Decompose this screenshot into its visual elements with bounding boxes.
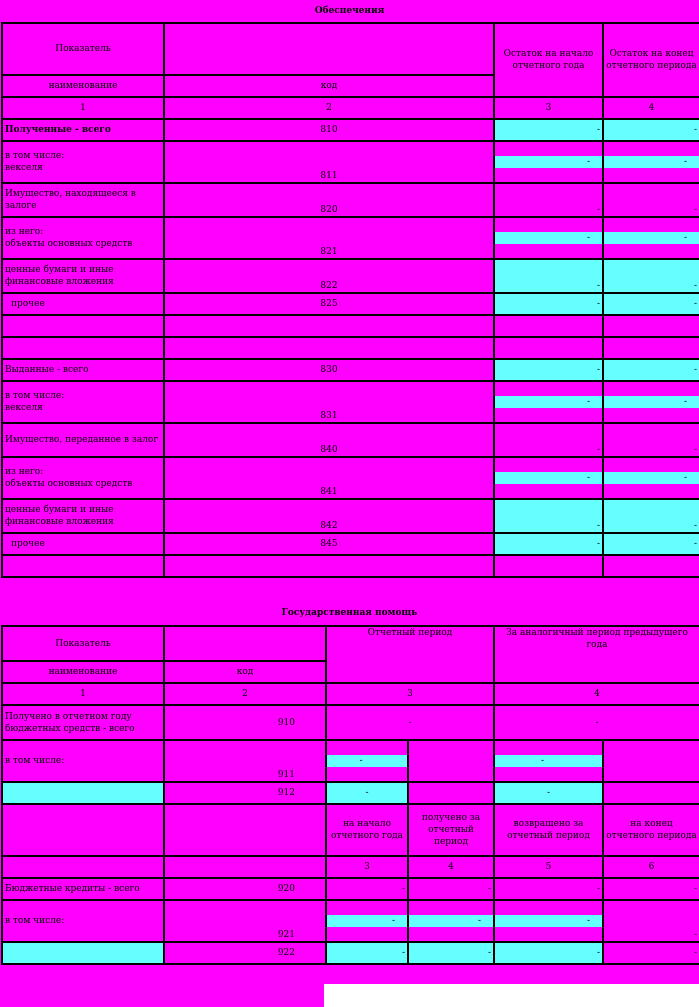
row-code: 922 xyxy=(164,942,326,964)
collateral-table xyxy=(1,22,699,578)
footer-blank-area xyxy=(324,984,699,1007)
header-code: код xyxy=(164,661,326,683)
table-row xyxy=(2,878,699,900)
row-name-line2: векселя xyxy=(5,403,43,413)
row-value-prev[interactable]: - xyxy=(494,740,603,782)
row-value-start[interactable]: - xyxy=(494,381,603,423)
row-name: Получено в отчетном году бюджетных средств - всего xyxy=(2,705,164,740)
table-row xyxy=(2,119,699,141)
subcol-num-5: 5 xyxy=(494,856,603,878)
row-value-returned[interactable]: - xyxy=(494,900,603,942)
header-prev: За аналогичный период предыдущего года xyxy=(494,626,699,683)
table-row xyxy=(2,740,699,782)
row-value-end[interactable]: - xyxy=(603,359,699,381)
row-value-received[interactable]: - xyxy=(408,900,494,942)
subheader-empty xyxy=(164,856,326,878)
table-row xyxy=(2,423,699,457)
row-name xyxy=(2,457,164,499)
empty-cell[interactable] xyxy=(603,315,699,337)
row-value-end[interactable]: - xyxy=(603,217,699,259)
empty-cell xyxy=(408,740,494,782)
row-code: 840 xyxy=(164,423,494,457)
row-code: 921 xyxy=(164,900,326,942)
row-value-end[interactable]: - xyxy=(603,499,699,533)
subheader-empty xyxy=(2,804,164,856)
table-row xyxy=(2,499,699,533)
header-end: Остаток на конец отчетного периода xyxy=(603,23,699,97)
row-value-period[interactable]: - xyxy=(326,740,408,782)
header-name: наименование xyxy=(2,75,164,97)
row-name: Имущество, переданное в залог xyxy=(2,423,164,457)
row-value-start[interactable]: - xyxy=(494,293,603,315)
row-value-start[interactable]: - xyxy=(494,423,603,457)
row-name xyxy=(2,740,164,782)
table-row xyxy=(2,942,699,964)
row-code: 811 xyxy=(164,141,494,183)
subheader-start: на начало отчетного года xyxy=(326,804,408,856)
col-num-3: 3 xyxy=(494,97,603,119)
row-name-line2: векселя xyxy=(5,163,43,173)
header-empty xyxy=(164,626,326,661)
row-value-prev[interactable]: - xyxy=(494,705,699,740)
row-name xyxy=(2,217,164,259)
row-name-line1: в том числе: xyxy=(5,391,65,401)
row-value-end[interactable]: - xyxy=(603,533,699,555)
empty-cell[interactable] xyxy=(494,315,603,337)
row-name: ценные бумаги и иные финансовые вложения xyxy=(2,259,164,293)
header-name: наименование xyxy=(2,661,164,683)
row-value-start[interactable]: - xyxy=(494,499,603,533)
table-row xyxy=(2,782,699,804)
row-value-prev[interactable]: - xyxy=(494,782,603,804)
empty-cell xyxy=(408,782,494,804)
row-code: 910 xyxy=(164,705,326,740)
row-value-end[interactable]: - xyxy=(603,119,699,141)
header-indicator: Показатель xyxy=(2,23,164,75)
row-name-label: в том числе: xyxy=(5,916,65,926)
row-code: 920 xyxy=(164,878,326,900)
table-row xyxy=(2,533,699,555)
row-name xyxy=(2,141,164,183)
state-aid-table xyxy=(1,625,699,965)
row-value-end[interactable]: - xyxy=(603,423,699,457)
row-value-period[interactable]: - xyxy=(326,782,408,804)
row-name: ценные бумаги и иные финансовые вложения xyxy=(2,499,164,533)
table-row-empty xyxy=(2,337,699,359)
empty-cell xyxy=(2,315,164,337)
table-row xyxy=(2,217,699,259)
empty-cell[interactable] xyxy=(494,555,603,577)
row-code: 825 xyxy=(164,293,494,315)
empty-cell[interactable] xyxy=(603,555,699,577)
row-value-start[interactable]: - xyxy=(494,141,603,183)
subheader-empty xyxy=(164,804,326,856)
row-value-end[interactable]: - xyxy=(603,259,699,293)
row-code: 810 xyxy=(164,119,494,141)
row-value-received[interactable]: - xyxy=(408,878,494,900)
table-row xyxy=(2,141,699,183)
col-num-4: 4 xyxy=(494,683,699,705)
table-row xyxy=(2,705,699,740)
subcol-num-6: 6 xyxy=(603,856,699,878)
row-value-end[interactable]: - xyxy=(603,183,699,217)
row-value-start[interactable]: - xyxy=(494,533,603,555)
row-value-start[interactable]: - xyxy=(494,359,603,381)
col-num-2: 2 xyxy=(164,97,494,119)
row-value-start[interactable]: - xyxy=(326,878,408,900)
col-num-2: 2 xyxy=(164,683,326,705)
col-num-4: 4 xyxy=(603,97,699,119)
section1-title: Обеспечения xyxy=(314,6,385,16)
row-code: 831 xyxy=(164,381,494,423)
row-value-period[interactable]: - xyxy=(326,705,494,740)
row-name-line2: объекты основных средств xyxy=(5,479,133,489)
subcol-num-3: 3 xyxy=(326,856,408,878)
row-value-end[interactable]: - xyxy=(603,381,699,423)
col-num-1: 1 xyxy=(2,97,164,119)
row-name: прочее xyxy=(2,293,164,315)
subcol-num-4: 4 xyxy=(408,856,494,878)
table-row xyxy=(2,900,699,942)
row-code: 830 xyxy=(164,359,494,381)
row-name-line1: из него: xyxy=(5,467,44,477)
table-row xyxy=(2,293,699,315)
table-row xyxy=(2,457,699,499)
row-code: 911 xyxy=(164,740,326,782)
subheader-returned: возвращено за отчетный период xyxy=(494,804,603,856)
table-row xyxy=(2,259,699,293)
row-code: 842 xyxy=(164,499,494,533)
row-value-end[interactable]: - xyxy=(603,878,699,900)
table-row-empty xyxy=(2,555,699,577)
table-row-empty xyxy=(2,315,699,337)
row-value-end[interactable]: - xyxy=(603,293,699,315)
row-code: 820 xyxy=(164,183,494,217)
row-code: 822 xyxy=(164,259,494,293)
row-code: 821 xyxy=(164,217,494,259)
row-value-start[interactable]: - xyxy=(494,119,603,141)
row-value-start[interactable]: - xyxy=(326,900,408,942)
row-name-line1: из него: xyxy=(5,227,44,237)
empty-cell xyxy=(603,740,699,782)
row-value-returned[interactable]: - xyxy=(494,878,603,900)
table-row xyxy=(2,359,699,381)
row-code: 841 xyxy=(164,457,494,499)
row-value-end[interactable]: - xyxy=(603,141,699,183)
row-value-returned[interactable]: - xyxy=(494,942,603,964)
subheader-end: на конец отчетного периода xyxy=(603,804,699,856)
col-num-3: 3 xyxy=(326,683,494,705)
header-empty xyxy=(164,23,494,75)
row-name: Бюджетные кредиты - всего xyxy=(2,878,164,900)
header-start: Остаток на начало отчетного года xyxy=(494,23,603,97)
row-value-start[interactable]: - xyxy=(494,457,603,499)
empty-cell[interactable] xyxy=(494,337,603,359)
row-name: прочее xyxy=(2,533,164,555)
row-value-end[interactable]: - xyxy=(603,942,699,964)
row-name: Полученные - всего xyxy=(2,119,164,141)
empty-cell xyxy=(2,555,164,577)
empty-cell xyxy=(164,337,494,359)
row-name-input[interactable] xyxy=(2,782,164,804)
row-value-start[interactable]: - xyxy=(326,942,408,964)
header-period: Отчетный период xyxy=(326,626,494,683)
empty-cell xyxy=(2,337,164,359)
table-row xyxy=(2,183,699,217)
row-value-start[interactable]: - xyxy=(494,259,603,293)
table-row xyxy=(2,381,699,423)
row-name-input[interactable] xyxy=(2,942,164,964)
row-name xyxy=(2,381,164,423)
header-indicator: Показатель xyxy=(2,626,164,661)
row-code: 845 xyxy=(164,533,494,555)
empty-cell xyxy=(603,782,699,804)
section2-title: Государственная помощь xyxy=(281,608,418,618)
row-code: 912 xyxy=(164,782,326,804)
row-value-start[interactable]: - xyxy=(494,183,603,217)
row-name-line2: объекты основных средств xyxy=(5,239,133,249)
row-name xyxy=(2,900,164,942)
row-name: Имущество, находящееся в залоге xyxy=(2,183,164,217)
row-name-label: в том числе: xyxy=(5,756,65,766)
row-name: Выданные - всего xyxy=(2,359,164,381)
row-value-end[interactable]: - xyxy=(603,900,699,942)
col-num-1: 1 xyxy=(2,683,164,705)
header-code: код xyxy=(164,75,494,97)
empty-cell[interactable] xyxy=(603,337,699,359)
subheader-empty xyxy=(2,856,164,878)
empty-cell xyxy=(164,555,494,577)
row-name-line1: в том числе: xyxy=(5,151,65,161)
empty-cell xyxy=(164,315,494,337)
subheader-received: получено за отчетный период xyxy=(408,804,494,856)
row-value-start[interactable]: - xyxy=(494,217,603,259)
row-value-received[interactable]: - xyxy=(408,942,494,964)
row-value-end[interactable]: - xyxy=(603,457,699,499)
